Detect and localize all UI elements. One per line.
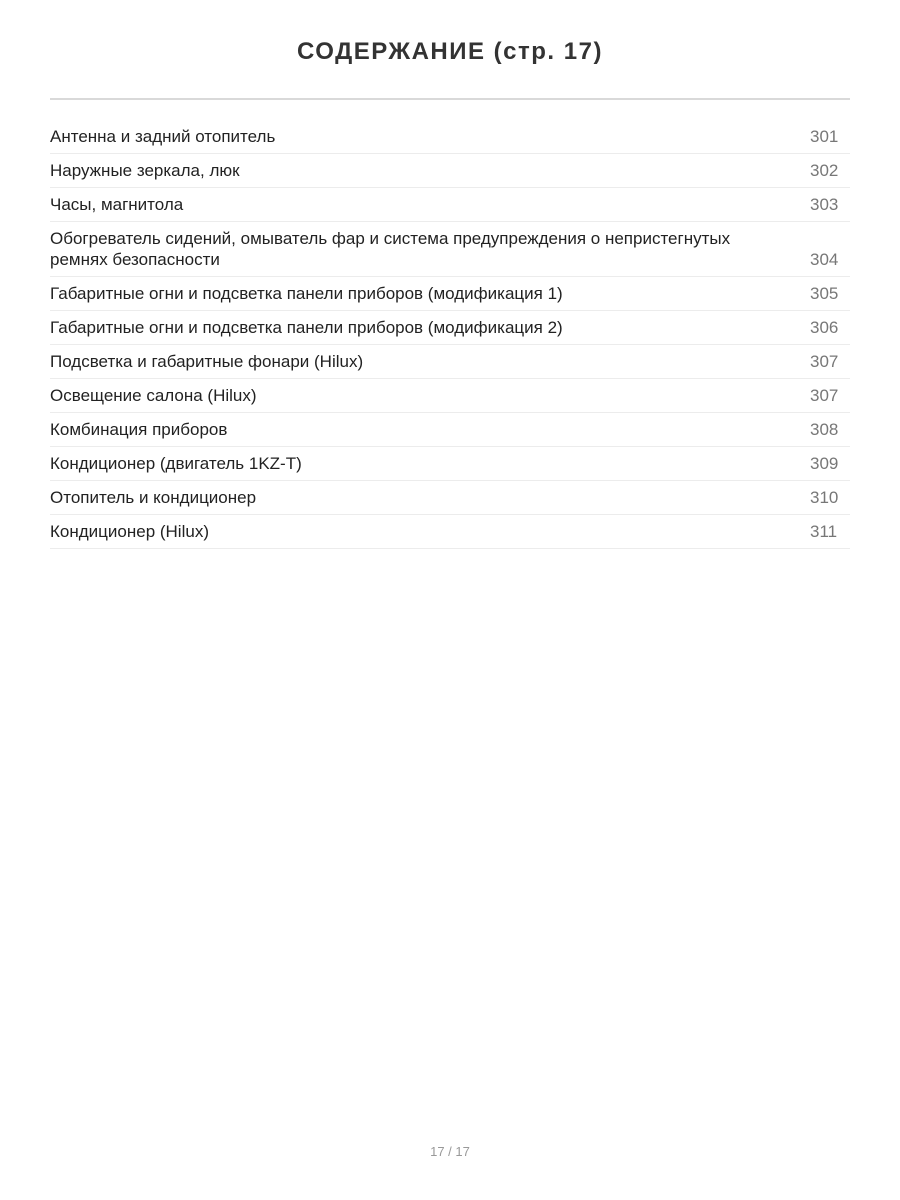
toc-entry-title: Обогреватель сидений, омыватель фар и система предупреждения о непристегнутых ремнях безопасности	[50, 229, 731, 269]
toc-entry-page: 302	[810, 161, 839, 180]
toc-entry[interactable]	[50, 311, 850, 345]
toc-entry-title: Габаритные огни и подсветка панели приборов (модификация 2)	[50, 318, 563, 337]
toc-entry[interactable]	[50, 222, 850, 277]
toc-entry-page: 303	[810, 195, 839, 214]
toc-entry-page: 304	[810, 250, 839, 269]
toc-entry[interactable]	[50, 515, 850, 549]
toc-entry-page: 306	[810, 318, 839, 337]
toc-entry-title: Часы, магнитола	[50, 195, 184, 214]
toc-entry-page: 311	[810, 522, 838, 541]
toc-entry-title: Отопитель и кондиционер	[50, 488, 257, 507]
toc-entry[interactable]	[50, 345, 850, 379]
toc-entry[interactable]	[50, 447, 850, 481]
toc-entry[interactable]	[50, 277, 850, 311]
toc-entry-page: 307	[810, 386, 839, 405]
toc-entry[interactable]	[50, 154, 850, 188]
page-title: СОДЕРЖАНИЕ (стр. 17)	[297, 38, 603, 65]
toc-entry-title: Наружные зеркала, люк	[50, 161, 240, 180]
toc-entry-title: Кондиционер (двигатель 1KZ-T)	[50, 454, 302, 473]
toc-entry-title: Подсветка и габаритные фонари (Hilux)	[50, 352, 364, 371]
toc-entry-title: Габаритные огни и подсветка панели приборов (модификация 1)	[50, 284, 563, 303]
table-of-contents	[50, 120, 850, 549]
toc-entry-page: 309	[810, 454, 839, 473]
toc-entry[interactable]	[50, 120, 850, 154]
title-divider	[50, 98, 850, 100]
toc-entry-page: 305	[810, 284, 839, 303]
toc-entry-page: 308	[810, 420, 839, 439]
toc-entry[interactable]	[50, 413, 850, 447]
toc-entry-title: Антенна и задний отопитель	[50, 127, 276, 146]
toc-entry-page: 310	[810, 488, 839, 507]
toc-entry-page: 307	[810, 352, 839, 371]
toc-entry[interactable]	[50, 188, 850, 222]
toc-entry-title: Освещение салона (Hilux)	[50, 386, 257, 405]
page-number-indicator: 17 / 17	[430, 1144, 470, 1159]
toc-entry-title: Кондиционер (Hilux)	[50, 522, 209, 541]
toc-entry[interactable]	[50, 379, 850, 413]
toc-entry-page: 301	[810, 127, 839, 146]
toc-entry[interactable]	[50, 481, 850, 515]
toc-entry-title: Комбинация приборов	[50, 420, 228, 439]
